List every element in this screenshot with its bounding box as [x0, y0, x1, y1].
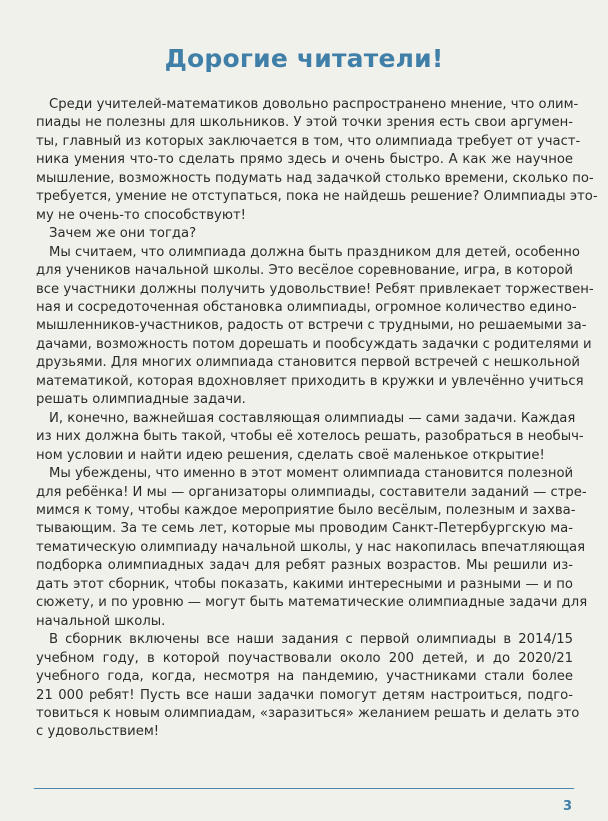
- text-line: сюжету, и по уровню — могут быть математические олимпиадные задачи для: [36, 595, 588, 611]
- text-line: из них должна быть такой, чтобы её хотелось решать, разобраться в необыч-: [36, 429, 584, 445]
- text-line: математикой, которая вдохновляет приходить в кружки и увлечённо учиться: [36, 373, 584, 389]
- text-line: с удовольствием!: [36, 724, 160, 740]
- text-line: все участники должны получить удовольствие! Ребят привлекает торжествен-: [36, 281, 594, 297]
- text-line: тематическую олимпиаду начальной школы, у нас накопилась впечатляющая: [36, 539, 586, 555]
- paragraph: [36, 225, 573, 243]
- text-line: мимся к тому, чтобы каждое мероприятие было весёлым, полезным и захва-: [36, 502, 576, 518]
- text-line: И, конечно, важнейшая составляющая олимпиады — сами задачи. Каждая: [49, 410, 576, 426]
- footer-rule: [34, 788, 574, 789]
- text-line: му не очень-то способствуют!: [36, 207, 246, 223]
- text-line: друзьями. Для многих олимпиада становится первой встречей с нешкольной: [36, 355, 580, 371]
- text-line: мышление, возможность подумать над задачкой столько времени, сколько по-: [36, 170, 594, 186]
- paragraph: [36, 96, 598, 225]
- text-line: требуется, умение не отступаться, пока не найдешь решение? Олимпиады это-: [36, 189, 598, 205]
- text-line: ном условии и найти идею решения, сделать своё маленькое открытие!: [36, 447, 545, 463]
- paragraph: [36, 465, 588, 631]
- text-line: дачами, возможность потом дорешать и пообсуждать задачки с родителями и: [36, 336, 592, 352]
- text-line: подборка олимпиадных задач для ребят разных возрастов. Мы решили из-: [36, 558, 573, 574]
- page-title: Дорогие читатели!: [164, 44, 444, 73]
- text-line: начальной школы.: [36, 613, 166, 629]
- text-line: дать этот сборник, чтобы показать, какими интересными и разными — и по: [36, 576, 573, 592]
- text-line: Среди учителей-математиков довольно распространено мнение, что олим-: [49, 97, 579, 112]
- text-line: товиться к новым олимпиадам, «заразиться» желанием решать и делать это: [36, 705, 580, 721]
- text-line: ная и сосредоточенная обстановка олимпиады, огромное количество едино-: [36, 299, 577, 315]
- text-line: учебного года, когда, несмотря на пандемию, участниками стали более: [36, 669, 573, 685]
- body-text: [36, 96, 598, 742]
- text-line: решать олимпиадные задачи.: [36, 392, 246, 408]
- text-line: для учеников начальной школы. Это весёлое соревнование, игра, в которой: [36, 263, 573, 279]
- page-number: 3: [562, 799, 572, 814]
- paragraph: [36, 631, 580, 742]
- text-line: В сборник включены все наши задания с первой олимпиады в 2014/15: [49, 632, 573, 648]
- text-line: учебном году, в которой поучаствовали около 200 детей, и до 2020/21: [36, 650, 573, 666]
- paragraph: [36, 244, 594, 410]
- text-line: ты, главный из которых заключается в том, что олимпиада требует от участ-: [36, 133, 581, 149]
- text-line: Мы убеждены, что именно в этот момент олимпиада становится полезной: [49, 466, 574, 482]
- text-line: Зачем же они тогда?: [49, 226, 197, 242]
- paragraph: [36, 410, 584, 465]
- text-line: ника умения что-то сделать прямо здесь и очень быстро. А как же научное: [36, 152, 573, 168]
- text-line: 21 000 ребят! Пусть все наши задачки помогут детям настроиться, подго-: [36, 687, 573, 703]
- text-line: Мы считаем, что олимпиада должна быть праздником для детей, особенно: [49, 244, 580, 260]
- text-line: для ребёнка! И мы — организаторы олимпиады, составители заданий — стре-: [36, 484, 587, 500]
- text-line: мышленников-участников, радость от встречи с трудными, но решаемыми за-: [36, 318, 587, 334]
- text-line: тывающим. За те семь лет, которые мы проводим Санкт-Петербургскую ма-: [36, 521, 573, 537]
- text-line: пиады не полезны для школьников. У этой точки зрения есть свои аргумен-: [36, 115, 573, 131]
